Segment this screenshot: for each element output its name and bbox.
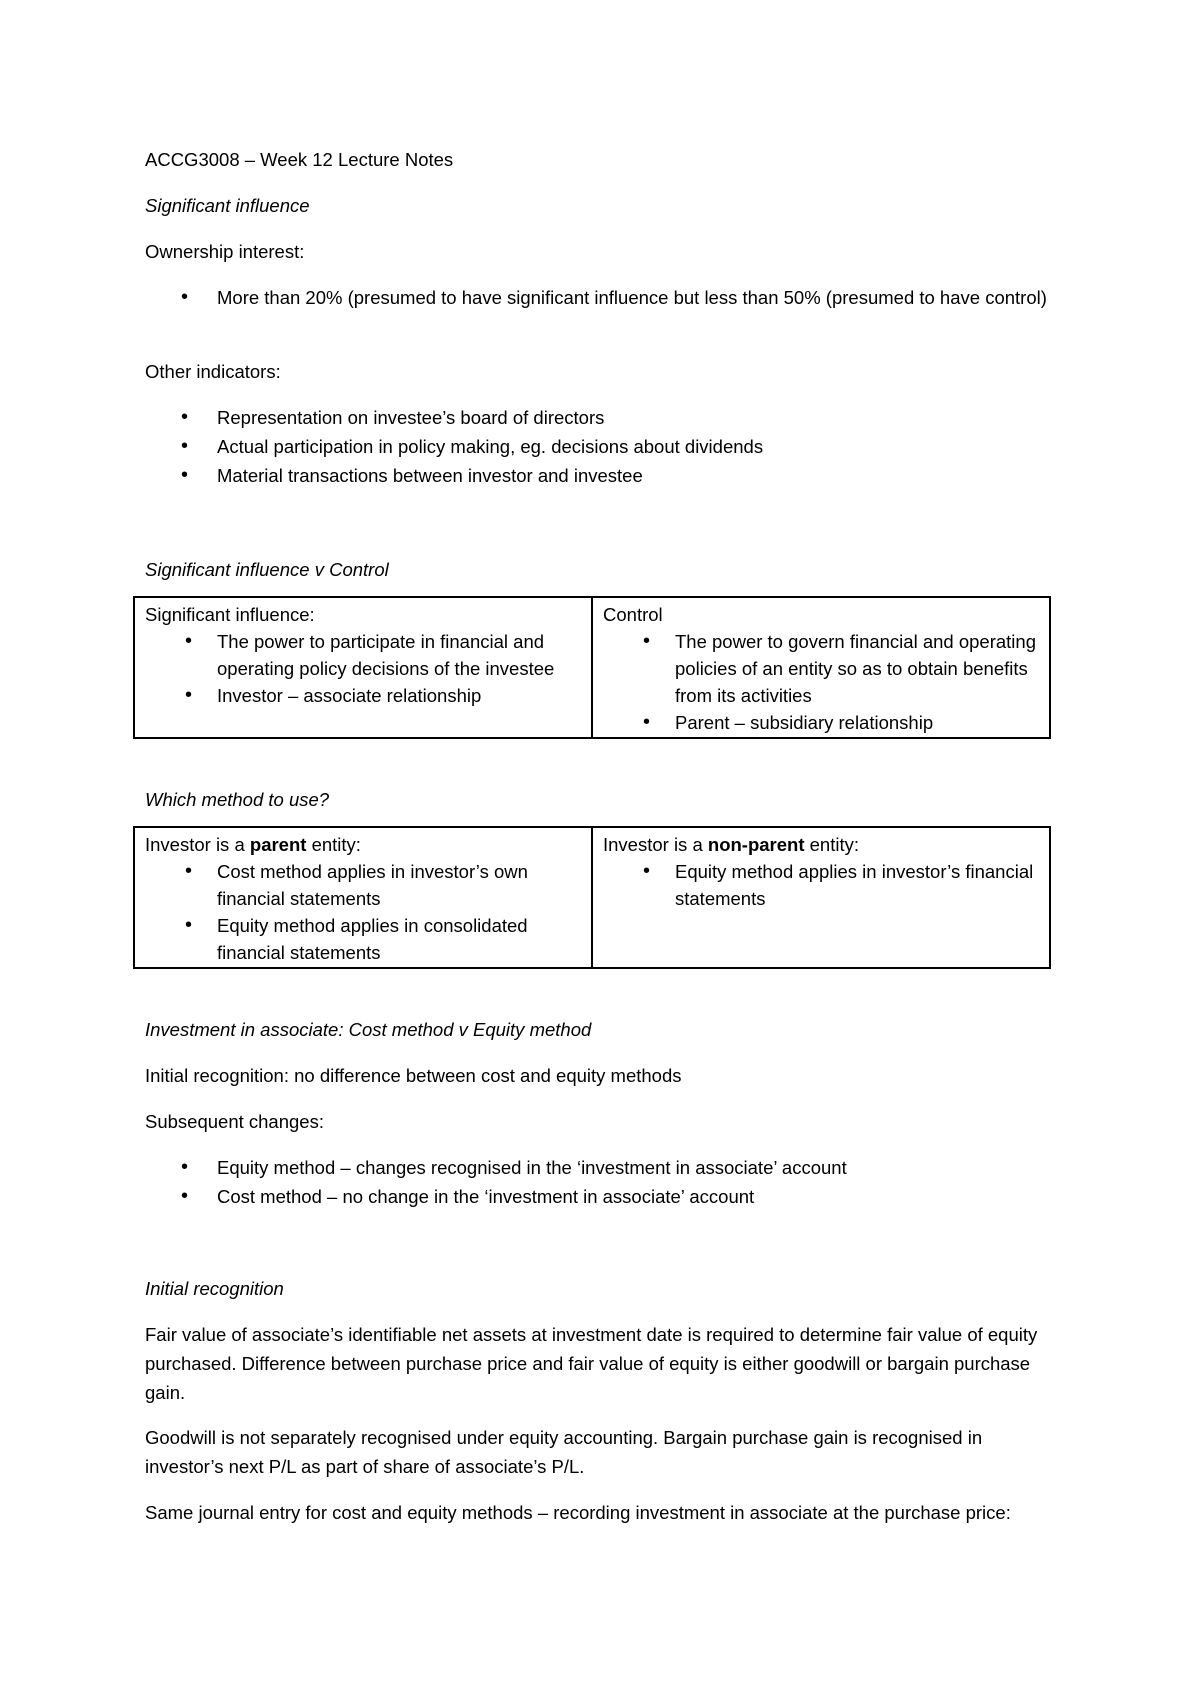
paragraph: Same journal entry for cost and equity methods – recording investment in associate at the purchase price: [145, 1502, 1011, 1523]
ownership-interest-label: Ownership interest: [145, 241, 305, 262]
list-item: • Cost method – no change in the ‘investment in associate’ account [145, 1182, 1080, 1211]
heading-cost-v-equity: Investment in associate: Cost method v Equity method [145, 1019, 592, 1040]
heading-which-method: Which method to use? [145, 789, 330, 810]
cell-title: Investor is a non-parent entity: [603, 834, 859, 855]
list-item: • Equity method applies in investor’s financial statements [603, 858, 1039, 912]
initial-recognition-note: Initial recognition: no difference between cost and equity methods [145, 1065, 682, 1086]
list-item: • Representation on investee’s board of directors [145, 403, 1080, 432]
other-indicators-list [145, 403, 1080, 490]
ownership-bullet-list [145, 283, 1080, 312]
list-item: • Investor – associate relationship [145, 682, 581, 709]
heading-initial-recognition: Initial recognition [145, 1278, 284, 1299]
list-item: • Actual participation in policy making, eg. decisions about dividends [145, 432, 1080, 461]
cell-title: Investor is a parent entity: [145, 834, 361, 855]
subsequent-changes-list [145, 1153, 1080, 1211]
list-item: • Material transactions between investor and investee [145, 461, 1080, 490]
list-item: • Parent – subsidiary relationship [603, 709, 1039, 736]
heading-influence-v-control: Significant influence v Control [145, 559, 389, 580]
significant-influence-cell [134, 597, 592, 738]
list-item: • The power to govern financial and operating policies of an entity so as to obtain benefits from its activities [603, 628, 1039, 709]
method-table [133, 826, 1051, 969]
paragraph: Fair value of associate’s identifiable net assets at investment date is required to determine fair value of equity purchased. Difference between purchase price and fair value of equity is either goodwill or bargain purchase gain. [145, 1324, 1038, 1403]
list-item: • Cost method applies in investor’s own financial statements [145, 858, 581, 912]
cell-title: Significant influence: [145, 604, 315, 625]
document-title: ACCG3008 – Week 12 Lecture Notes [145, 149, 454, 170]
list-item: • Equity method – changes recognised in the ‘investment in associate’ account [145, 1153, 1080, 1182]
cell-title: Control [603, 604, 663, 625]
list-item: • More than 20% (presumed to have significant influence but less than 50% (presumed to have control) [145, 283, 1080, 312]
paragraph: Goodwill is not separately recognised under equity accounting. Bargain purchase gain is recognised in investor’s next P/L as part of share of associate’s P/L. [145, 1427, 983, 1477]
influence-control-table [133, 596, 1051, 739]
list-item: • Equity method applies in consolidated financial statements [145, 912, 581, 966]
parent-entity-cell [134, 827, 592, 968]
non-parent-entity-cell [592, 827, 1050, 968]
list-item: • The power to participate in financial and operating policy decisions of the investee [145, 628, 581, 682]
heading-significant-influence: Significant influence [145, 195, 310, 216]
control-cell [592, 597, 1050, 738]
other-indicators-label: Other indicators: [145, 361, 281, 382]
subsequent-changes-label: Subsequent changes: [145, 1111, 324, 1132]
